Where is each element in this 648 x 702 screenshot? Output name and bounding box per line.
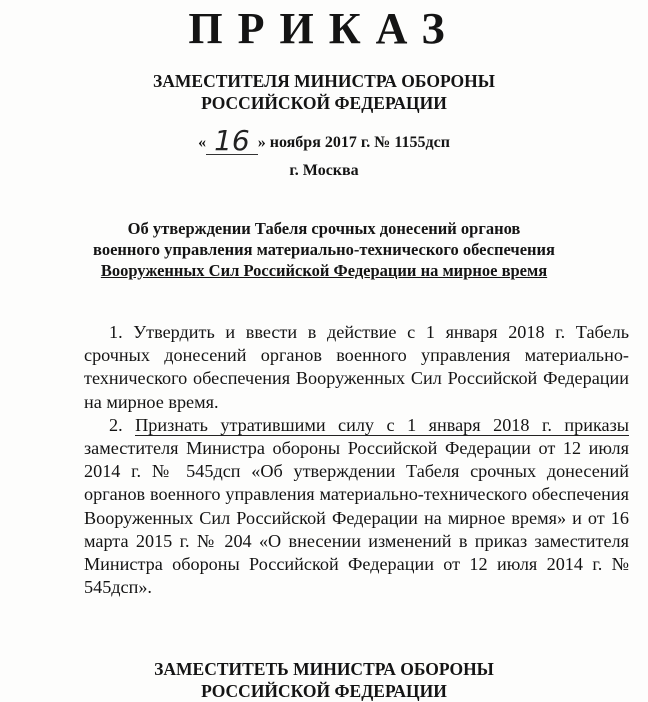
order-subject bbox=[0, 218, 648, 281]
date-and-number: » ноября 2017 г. № 1155дсп bbox=[257, 134, 450, 151]
order-body bbox=[84, 321, 629, 599]
date-open-quote: « bbox=[198, 134, 207, 151]
paragraph-1: 1. Утвердить и ввести в действие с 1 января 2018 г. Табель срочных донесений органов военного управления материально-технического обеспечения Вооруженных Сил Российской Федерации на мирное время. bbox=[84, 322, 629, 412]
paragraph-2-prefix: 2. bbox=[109, 414, 136, 435]
handwritten-day: 16 bbox=[206, 130, 258, 152]
issuer-block bbox=[0, 70, 648, 114]
signature-line-1: ЗАМЕСТИТЕТЬ МИНИСТРА ОБОРОНЫ bbox=[154, 659, 494, 679]
subject-line-2: военного управления материально-технического обеспечения bbox=[93, 240, 555, 259]
issuer-line-2: РОССИЙСКОЙ ФЕДЕРАЦИИ bbox=[201, 93, 447, 113]
issuer-line-1: ЗАМЕСТИТЕЛЯ МИНИСТРА ОБОРОНЫ bbox=[153, 71, 495, 91]
paragraph-2-rest: заместителя Министра обороны Российской Федерации от 12 июля 2014 г. № 545дсп «Об утверждении Табеля срочных донесений органов военного управления материально-технического обеспечения Вооруженных Сил Российской Федерации на мирное время» и от 16 марта 2015 г. № 204 «О внесении изменений в приказ заместителя Министра обороны Российской Федерации от 12 июля 2014 г. № 545дсп». bbox=[84, 438, 629, 598]
paragraph-2 bbox=[84, 414, 629, 600]
order-date-number bbox=[0, 124, 648, 157]
subject-line-3: Вооруженных Сил Российской Федерации на мирное время bbox=[100, 261, 548, 280]
signature-block bbox=[0, 658, 648, 702]
paragraph-2-underlined: Признать утратившими силу с 1 января 2018 г. приказы bbox=[135, 414, 630, 435]
subject-line-1: Об утверждении Табеля срочных донесений органов bbox=[127, 219, 521, 238]
city: г. Москва bbox=[289, 162, 359, 179]
signature-line-2: РОССИЙСКОЙ ФЕДЕРАЦИИ bbox=[201, 681, 447, 701]
document-title: ПРИКАЗ bbox=[188, 4, 460, 53]
